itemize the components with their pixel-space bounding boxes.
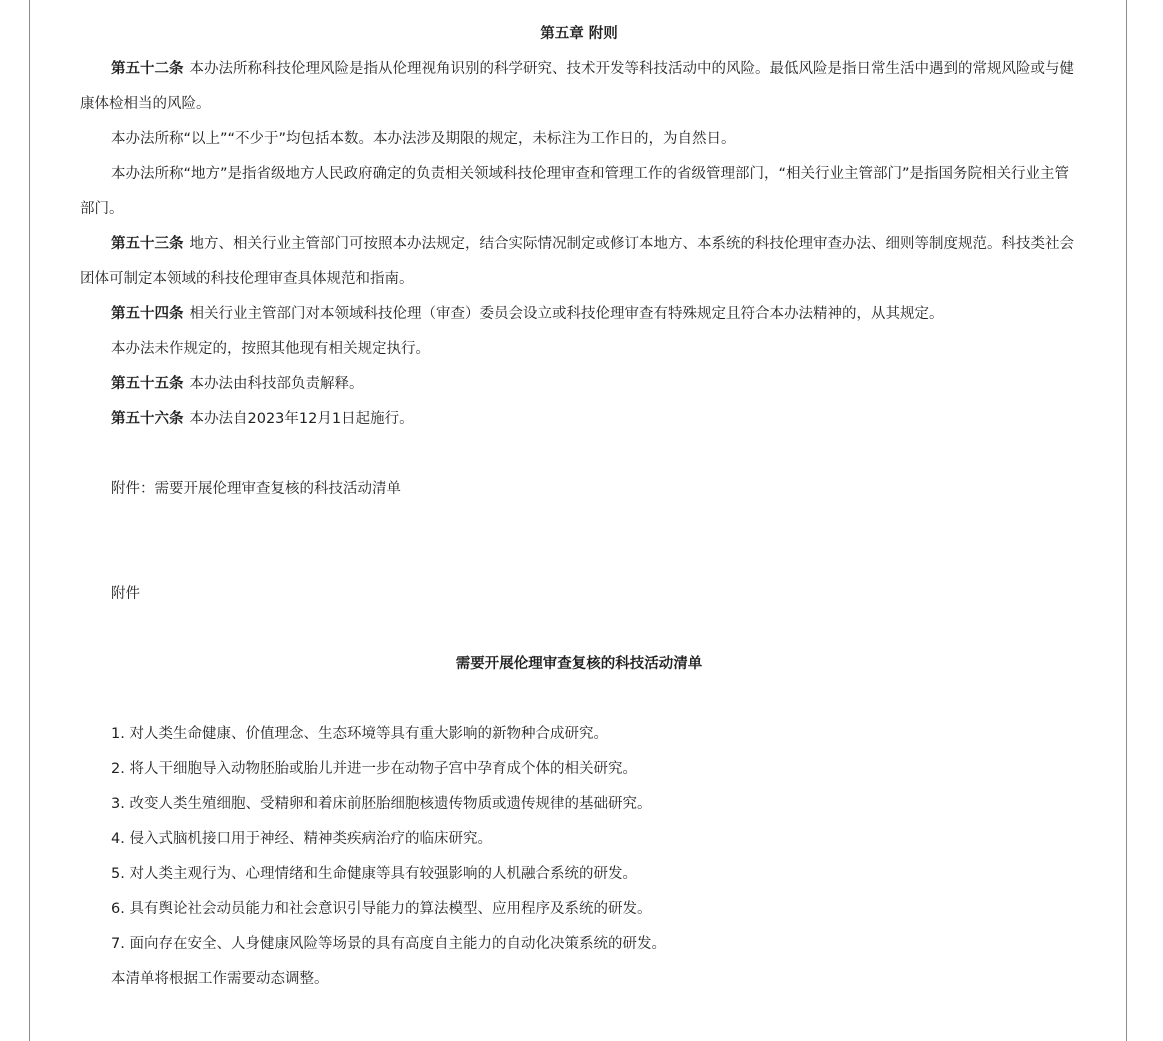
closing-note: 本清单将根据工作需要动态调整。 [111, 971, 329, 987]
paragraph: 本办法所称“地方”是指省级地方人民政府确定的负责相关领域科技伦理审查和管理工作的省级管理部门，“相关行业主管部门”是指国务院相关行业主管部门。 [80, 166, 1070, 217]
article-53 [80, 227, 1078, 297]
chapter-title: 第五章 附则 [540, 26, 618, 42]
list-item: 5. 对人类主观行为、心理情绪和生命健康等具有较强影响的人机融合系统的研发。 [111, 866, 637, 882]
article-55 [80, 367, 1078, 402]
article-54 [80, 297, 1078, 332]
article-text: 本办法自2023年12月1日起施行。 [189, 411, 414, 427]
spacer [80, 612, 1078, 647]
article-number: 第五十六条 [111, 411, 184, 427]
spacer [80, 507, 1078, 577]
document-body [80, 17, 1078, 997]
article-number: 第五十五条 [111, 376, 184, 392]
spacer [80, 682, 1078, 717]
attachment-label: 附件 [111, 586, 140, 602]
article-52 [80, 52, 1078, 122]
paragraph: 本办法所称“以上”“不少于”均包括本数。本办法涉及期限的规定，未标注为工作日的，为自然日。 [111, 131, 736, 147]
paragraph: 本办法未作规定的，按照其他现有相关规定执行。 [111, 341, 430, 357]
article-number: 第五十四条 [111, 306, 184, 322]
article-number: 第五十二条 [111, 61, 184, 77]
article-text: 相关行业主管部门对本领域科技伦理（审查）委员会设立或科技伦理审查有特殊规定且符合本办法精神的，从其规定。 [189, 306, 944, 322]
spacer [80, 437, 1078, 472]
article-number: 第五十三条 [111, 236, 184, 252]
article-56 [80, 402, 1078, 437]
article-text: 地方、相关行业主管部门可按照本办法规定，结合实际情况制定或修订本地方、本系统的科技伦理审查办法、细则等制度规范。科技类社会团体可制定本领域的科技伦理审查具体规范和指南。 [80, 236, 1074, 287]
list-item: 2. 将人干细胞导入动物胚胎或胎儿并进一步在动物子宫中孕育成个体的相关研究。 [111, 761, 637, 777]
article-text: 本办法所称科技伦理风险是指从伦理视角识别的科学研究、技术开发等科技活动中的风险。最低风险是指日常生活中遇到的常规风险或与健康体检相当的风险。 [80, 61, 1074, 112]
list-title: 需要开展伦理审查复核的科技活动清单 [455, 656, 703, 672]
attachment-reference: 附件：需要开展伦理审查复核的科技活动清单 [111, 481, 401, 497]
list-item: 3. 改变人类生殖细胞、受精卵和着床前胚胎细胞核遗传物质或遗传规律的基础研究。 [111, 796, 652, 812]
list-item: 1. 对人类生命健康、价值理念、生态环境等具有重大影响的新物种合成研究。 [111, 726, 608, 742]
document-page [29, 0, 1127, 1041]
list-item: 6. 具有舆论社会动员能力和社会意识引导能力的算法模型、应用程序及系统的研发。 [111, 901, 652, 917]
list-item: 7. 面向存在安全、人身健康风险等场景的具有高度自主能力的自动化决策系统的研发。 [111, 936, 666, 952]
article-text: 本办法由科技部负责解释。 [189, 376, 364, 392]
list-item: 4. 侵入式脑机接口用于神经、精神类疾病治疗的临床研究。 [111, 831, 492, 847]
